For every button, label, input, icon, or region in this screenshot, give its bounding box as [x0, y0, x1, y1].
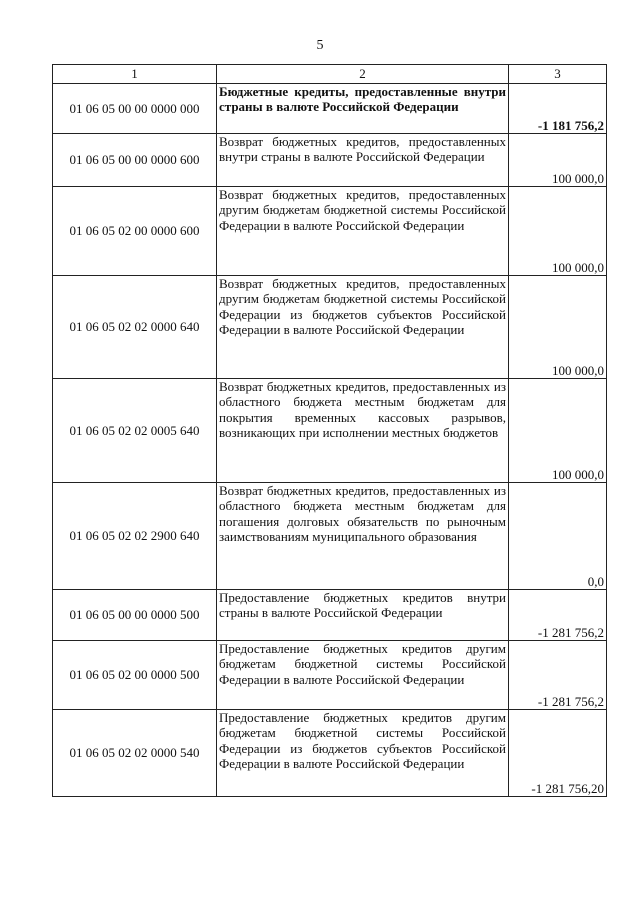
- row-amount: 100 000,0: [509, 379, 607, 483]
- row-amount: -1 281 756,2: [509, 590, 607, 641]
- row-name: Предоставление бюджетных кредитов другим бюджетам бюджетной системы Российской Федерации в валюте Российской Федерации: [217, 641, 509, 710]
- row-name: Возврат бюджетных кредитов, предоставленных внутри страны в валюте Российской Федерации: [217, 134, 509, 187]
- page-number: 5: [316, 38, 324, 53]
- row-amount: 100 000,0: [509, 134, 607, 187]
- row-amount: -1 281 756,2: [509, 641, 607, 710]
- row-code: 01 06 05 02 02 2900 640: [53, 483, 217, 590]
- budget-sources-table: [52, 64, 607, 797]
- row-name: Возврат бюджетных кредитов, предоставленных другим бюджетам бюджетной системы Российской Федерации в валюте Российской Федерации: [217, 187, 509, 276]
- row-amount: 0,0: [509, 483, 607, 590]
- column-header-amount: 3: [509, 65, 607, 84]
- table-row: [53, 276, 607, 379]
- row-name: Возврат бюджетных кредитов, предоставленных из областного бюджета местным бюджетам для покрытия временных кассовых разрывов, возникающих при исполнении местных бюджетов: [217, 379, 509, 483]
- table-row: [53, 187, 607, 276]
- table-row: [53, 710, 607, 797]
- row-name: Предоставление бюджетных кредитов внутри страны в валюте Российской Федерации: [217, 590, 509, 641]
- row-code: 01 06 05 02 02 0000 540: [53, 710, 217, 797]
- table-row: [53, 590, 607, 641]
- row-name: Возврат бюджетных кредитов, предоставленных другим бюджетам бюджетной системы Российской Федерации из бюджетов субъектов Российской Федерации в валюте Российской Федерации: [217, 276, 509, 379]
- table-row: [53, 84, 607, 134]
- row-code: 01 06 05 00 00 0000 500: [53, 590, 217, 641]
- table-header-row: [53, 65, 607, 84]
- row-code: 01 06 05 02 02 0005 640: [53, 379, 217, 483]
- row-amount: 100 000,0: [509, 276, 607, 379]
- row-code: 01 06 05 02 02 0000 640: [53, 276, 217, 379]
- row-amount: 100 000,0: [509, 187, 607, 276]
- column-header-name: 2: [217, 65, 509, 84]
- row-name: Возврат бюджетных кредитов, предоставленных из областного бюджета местным бюджетам для погашения долговых обязательств по рыночным заимствованиям муниципального образования: [217, 483, 509, 590]
- row-amount: -1 281 756,20: [509, 710, 607, 797]
- column-header-code: 1: [53, 65, 217, 84]
- row-code: 01 06 05 00 00 0000 000: [53, 84, 217, 134]
- table-row: [53, 134, 607, 187]
- row-code: 01 06 05 00 00 0000 600: [53, 134, 217, 187]
- table-row: [53, 379, 607, 483]
- row-name: Бюджетные кредиты, предоставленные внутри страны в валюте Российской Федерации: [217, 84, 509, 134]
- row-code: 01 06 05 02 00 0000 500: [53, 641, 217, 710]
- row-code: 01 06 05 02 00 0000 600: [53, 187, 217, 276]
- row-amount: -1 181 756,2: [509, 84, 607, 134]
- row-name: Предоставление бюджетных кредитов другим бюджетам бюджетной системы Российской Федерации из бюджетов субъектов Российской Федерации в валюте Российской Федерации: [217, 710, 509, 797]
- table-row: [53, 483, 607, 590]
- table-row: [53, 641, 607, 710]
